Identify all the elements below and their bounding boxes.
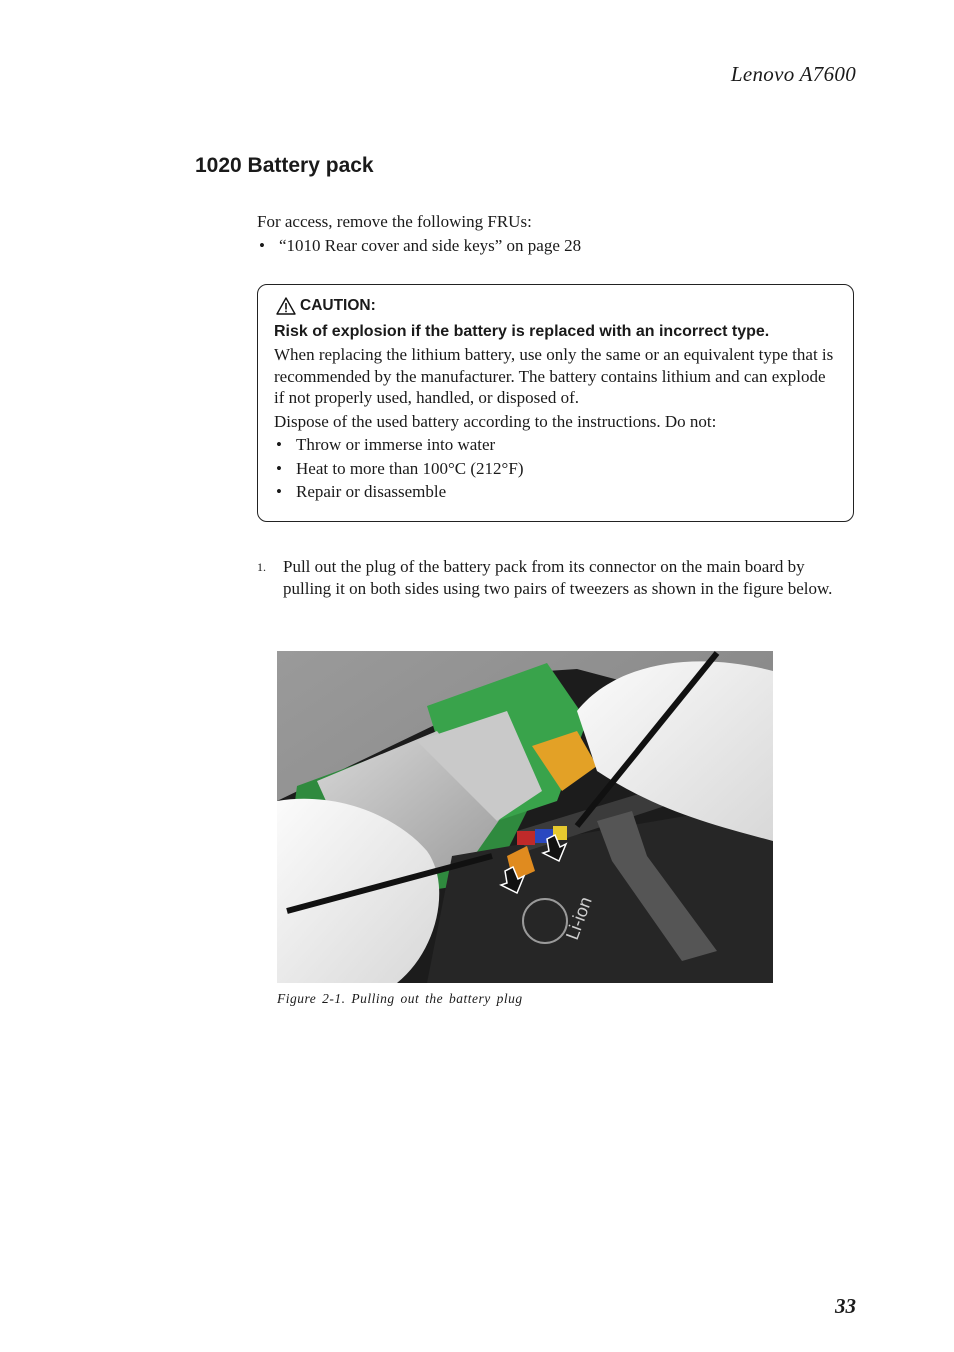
caution-paragraph: When replacing the lithium battery, use only the same or an equivalent type that is recommended by the manufacturer. The battery contains lithium and can explode if not properly used, handled, or disposed of. [274,345,834,407]
access-item [257,234,581,258]
bullet-icon: • [276,482,282,501]
access-item-text: “1010 Rear cover and side keys” on page 28 [279,236,582,255]
battery-plug-photo [277,651,773,983]
list-item [274,480,837,504]
list-item [274,457,837,481]
bullet-icon: • [276,435,282,454]
battery-label: Li-ion [561,894,596,943]
caution-label: CAUTION: [300,297,376,314]
page-number: 33 [835,1294,856,1318]
caution-header [276,295,837,317]
list-item-text: Heat to more than 100°C (212°F) [296,458,524,478]
caution-warning: Risk of explosion if the battery is replaced with an incorrect type. [274,323,770,340]
caution-box [257,284,854,522]
list-item [274,433,837,457]
caution-list [274,433,837,504]
step-text: Pull out the plug of the battery pack from its connector on the main board by pulling it on both sides using two pairs of tweezers as shown in the figure below. [283,557,833,598]
bullet-icon: • [259,236,265,255]
access-block [257,210,581,258]
step-1 [257,556,857,599]
bullet-icon: • [276,458,282,478]
list-item-text: Throw or immerse into water [296,435,496,454]
access-intro: For access, remove the following FRUs: [257,212,532,231]
warning-triangle-icon [276,297,296,315]
step-number: 1. [257,560,266,574]
figure-photo [277,651,773,983]
running-header: Lenovo A7600 [730,62,856,86]
list-item-text: Repair or disassemble [296,482,447,501]
caution-dispose: Dispose of the used battery according to the instructions. Do not: [274,411,717,431]
figure-caption: Figure 2-1. Pulling out the battery plug [277,991,523,1006]
section-title: 1020 Battery pack [195,154,374,177]
